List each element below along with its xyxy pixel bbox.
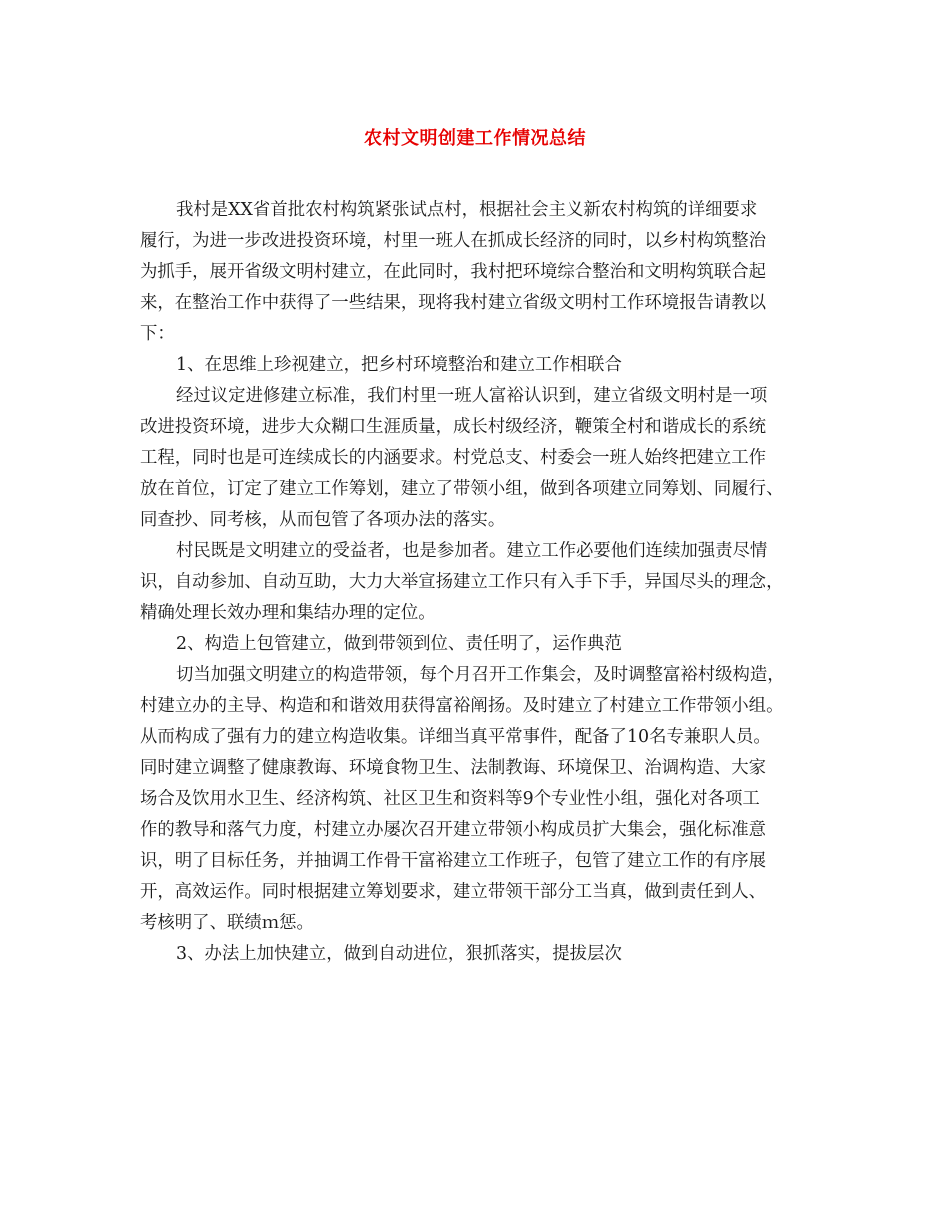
body-line: 3、办法上加快建立，做到自动进位，狠抓落实，提拔层次 (176, 944, 622, 964)
body-line: 考核明了、联绩ｍ惩。 (140, 913, 314, 933)
body-line: 2、构造上包管建立，做到带领到位、责任明了，运作典范 (176, 634, 622, 654)
document-body (140, 195, 830, 970)
body-line: 来，在整治工作中获得了一些结果，现将我村建立省级文明村工作环境报告请教以 (140, 293, 767, 313)
body-line: 我村是XX省首批农村构筑紧张试点村，根据社会主义新农村构筑的详细要求 (176, 200, 758, 220)
body-line: 识，自动参加、自动互助，大力大举宣扬建立工作只有入手下手，异国尽头的理念， (140, 572, 784, 592)
body-line: 同时建立调整了健康教诲、环境食物卫生、法制教诲、环境保卫、治调构造、大家 (140, 758, 767, 778)
body-line: 从而构成了强有力的建立构造收集。详细当真平常事件，配备了10名专兼职人员。 (140, 727, 771, 747)
body-line: 识，明了目标任务，并抽调工作骨干富裕建立工作班子，包管了建立工作的有序展 (140, 851, 767, 871)
body-line: 同查抄、同考核，从而包管了各项办法的落实。 (140, 510, 506, 530)
body-line: 精确处理长效办理和集结办理的定位。 (140, 603, 436, 623)
body-line: 履行，为进一步改进投资环境，村里一班人在抓成长经济的同时，以乡村构筑整治 (140, 231, 767, 251)
body-line: 1、在思维上珍视建立，把乡村环境整治和建立工作相联合 (176, 355, 622, 375)
body-line: 切当加强文明建立的构造带领，每个月召开工作集会，及时调整富裕村级构造， (176, 665, 785, 685)
body-line: 经过议定进修建立标准，我们村里一班人富裕认识到，建立省级文明村是一项 (176, 386, 768, 406)
body-line: 村民既是文明建立的受益者，也是参加者。建立工作必要他们连续加强责尽情 (176, 541, 768, 561)
body-line: 村建立办的主导、构造和和谐效用获得富裕阐扬。及时建立了村建立工作带领小组。 (140, 696, 784, 716)
body-line: 为抓手，展开省级文明村建立，在此同时，我村把环境综合整治和文明构筑联合起 (140, 262, 767, 282)
body-line: 工程，同时也是可连续成长的内涵要求。村党总支、村委会一班人始终把建立工作 (140, 448, 767, 468)
body-line: 作的教导和落气力度，村建立办屡次召开建立带领小构成员扩大集会，强化标准意 (140, 820, 767, 840)
body-line: 场合及饮用水卫生、经济构筑、社区卫生和资料等9个专业性小组，强化对各项工 (140, 789, 760, 809)
body-line: 放在首位，订定了建立工作筹划，建立了带领小组，做到各项建立同筹划、同履行、 (140, 479, 784, 499)
document-title: 农村文明创建工作情况总结 (364, 128, 586, 149)
body-line: 开，高效运作。同时根据建立筹划要求，建立带领干部分工当真，做到责任到人、 (140, 882, 767, 902)
body-line: 改进投资环境，进步大众糊口生涯质量，成长村级经济，鞭策全村和谐成长的系统 (140, 417, 767, 437)
body-line: 下： (140, 324, 175, 344)
